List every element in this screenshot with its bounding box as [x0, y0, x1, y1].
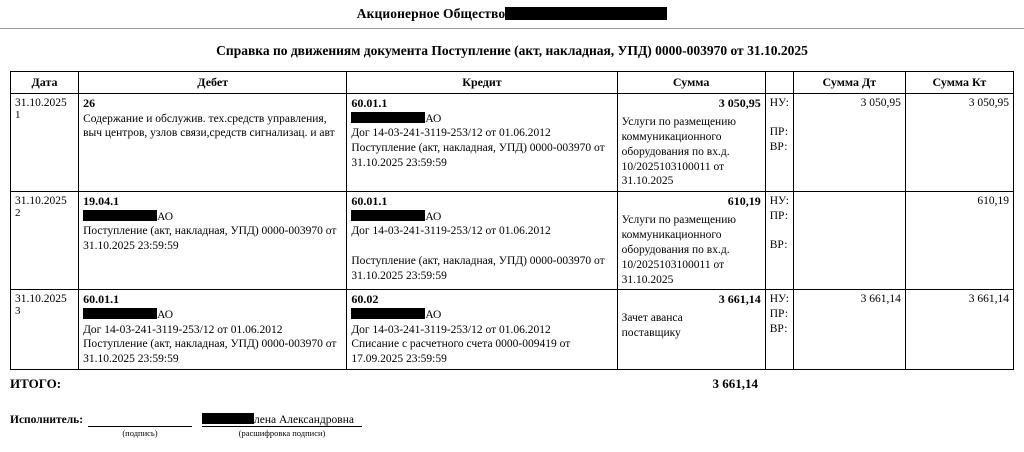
- debit-line: Поступление (акт, накладная, УПД) 0000-003970 от: [83, 225, 337, 238]
- credit-account: [351, 96, 612, 111]
- sum-desc-line: Услуги по размещению: [621, 115, 736, 128]
- sum-desc-line: 10/2025103100011 от: [621, 160, 725, 173]
- cell-date: [11, 192, 79, 290]
- debit-counterparty: [83, 308, 342, 323]
- credit-account-code: 60.01.1: [351, 194, 388, 209]
- column-header-debit: Дебет: [79, 72, 347, 94]
- table-row: [11, 192, 1014, 290]
- total-label: ИТОГО:: [10, 375, 62, 391]
- cell-debit: [79, 192, 347, 290]
- credit-counterparty-suffix: АО: [425, 308, 442, 321]
- cell-sum: [617, 94, 765, 192]
- redacted-counterparty: [83, 210, 157, 221]
- debit-line: Дог 14-03-241-3119-253/12 от 01.06.2012: [83, 323, 283, 336]
- credit-account: [351, 292, 612, 307]
- sum-desc-line: 31.10.2025: [621, 273, 674, 286]
- redacted-counterparty: [351, 210, 425, 221]
- redacted-organization-name: [505, 7, 667, 20]
- signature-caption: (подпись): [122, 427, 158, 438]
- row-date: 31.10.2025: [15, 293, 67, 306]
- cell-sum-dt: [793, 192, 905, 290]
- redacted-executor-name: [202, 413, 254, 424]
- sum-desc-line: оборудования по вх.д.: [621, 243, 730, 256]
- row-number: 1: [15, 109, 21, 122]
- credit-account: [351, 194, 612, 209]
- row-number: 3: [15, 305, 21, 318]
- cell-sum-kt: 3 050,95: [905, 94, 1013, 192]
- column-header-date: Дата: [11, 72, 79, 94]
- credit-line: Дог 14-03-241-3119-253/12 от 01.06.2012: [351, 127, 551, 140]
- cell-sum: [617, 290, 765, 369]
- executor-label: Исполнитель:: [10, 413, 84, 426]
- redacted-counterparty: [351, 112, 425, 123]
- pr-label: ПР:: [769, 126, 789, 139]
- debit-account: 26: [83, 96, 96, 111]
- debit-line: Поступление (акт, накладная, УПД) 0000-003970 от: [83, 338, 337, 351]
- organization-title: Акционерное Общество: [356, 6, 506, 21]
- credit-counterparty: [351, 210, 612, 225]
- name-caption: (расшифровка подписи): [238, 427, 326, 438]
- cell-credit: [347, 290, 617, 369]
- credit-line: Дог 14-03-241-3119-253/12 от 01.06.2012: [351, 323, 551, 336]
- debit-account: 60.01.1: [83, 292, 120, 307]
- sum-desc-line: Зачет аванса: [621, 311, 683, 324]
- row-number: 2: [15, 207, 21, 220]
- nu-spacer: [770, 224, 789, 238]
- organization-header: [0, 0, 1024, 24]
- credit-line: Дог 14-03-241-3119-253/12 от 01.06.2012: [351, 225, 551, 238]
- cell-debit: [79, 290, 347, 369]
- movements-table: [10, 71, 1014, 370]
- credit-line: 31.10.2025 23:59:59: [351, 156, 447, 169]
- header-divider: [0, 28, 1024, 29]
- executor-name: [202, 413, 354, 426]
- vr-label: ВР:: [769, 322, 788, 335]
- nu-label: НУ:: [769, 195, 789, 208]
- sum-description: [622, 213, 761, 288]
- credit-line-blank: [351, 239, 612, 254]
- column-header-nu: [765, 72, 793, 94]
- cell-sum-kt: 610,19: [905, 192, 1013, 290]
- sum-description: [622, 311, 761, 341]
- credit-account-code: 60.01.1: [351, 96, 388, 111]
- credit-counterparty: [351, 112, 612, 127]
- total-row: [10, 376, 1014, 398]
- debit-line: 31.10.2025 23:59:59: [83, 240, 179, 253]
- vr-label: ВР:: [769, 140, 788, 153]
- debit-line: 31.10.2025 23:59:59: [83, 352, 179, 365]
- cell-sum: [617, 192, 765, 290]
- cell-sum-dt: 3 050,95: [793, 94, 905, 192]
- sum-desc-line: Услуги по размещению: [621, 213, 736, 226]
- row-date: 31.10.2025: [15, 195, 67, 208]
- debit-line: Содержание и обслужив. тех.средств управления,: [83, 112, 327, 125]
- sum-desc-line: поставщику: [621, 326, 681, 339]
- debit-account: 19.04.1: [83, 194, 120, 209]
- cell-debit: [79, 94, 347, 192]
- debit-counterparty: [83, 210, 342, 225]
- name-line: [202, 426, 362, 427]
- credit-line: Поступление (акт, накладная, УПД) 0000-003970 от: [351, 142, 605, 155]
- document-title: Справка по движениям документа Поступление (акт, накладная, УПД) 0000-003970 от 31.10.2025: [216, 43, 808, 58]
- credit-counterparty: [351, 308, 612, 323]
- sum-desc-line: 31.10.2025: [621, 175, 674, 188]
- table-header-row: [11, 72, 1014, 94]
- column-header-sum: Сумма: [617, 72, 765, 94]
- redacted-counterparty: [83, 308, 157, 319]
- debit-counterparty-suffix: АО: [157, 308, 174, 321]
- cell-credit: [347, 192, 617, 290]
- cell-sum-dt: 3 661,14: [793, 290, 905, 369]
- nu-label: НУ:: [769, 97, 789, 110]
- signature-block: [10, 412, 1014, 452]
- redacted-counterparty: [351, 308, 425, 319]
- sum-amount: 3 050,95: [718, 96, 761, 111]
- cell-nu-labels: [765, 290, 793, 369]
- table-row: [11, 94, 1014, 192]
- credit-line: 31.10.2025 23:59:59: [351, 269, 447, 282]
- pr-label: ПР:: [769, 308, 789, 321]
- pr-label: ПР:: [769, 210, 789, 223]
- vr-label: ВР:: [769, 238, 788, 251]
- credit-line: Списание с расчетного счета 0000-009419 от: [351, 338, 571, 351]
- total-value: 3 661,14: [712, 375, 758, 391]
- credit-counterparty-suffix: АО: [425, 112, 442, 125]
- column-header-credit: Кредит: [347, 72, 617, 94]
- sum-description: [622, 115, 761, 190]
- cell-date: [11, 94, 79, 192]
- signature-line: [88, 426, 192, 427]
- executor-name-text: лена Александровна: [254, 413, 354, 426]
- credit-line: 17.09.2025 23:59:59: [351, 352, 447, 365]
- sum-amount: 3 661,14: [718, 292, 761, 307]
- credit-line: Поступление (акт, накладная, УПД) 0000-003970 от: [351, 254, 605, 267]
- credit-account-code: 60.02: [351, 292, 379, 307]
- column-header-sum-kt: Сумма Кт: [905, 72, 1013, 94]
- cell-nu-labels: [765, 192, 793, 290]
- cell-date: [11, 290, 79, 369]
- cell-nu-labels: [765, 94, 793, 192]
- sum-desc-line: коммуникационного: [621, 130, 722, 143]
- sum-amount: 610,19: [727, 194, 761, 209]
- sum-desc-line: 10/2025103100011 от: [621, 258, 725, 271]
- credit-counterparty-suffix: АО: [425, 210, 442, 223]
- cell-credit: [347, 94, 617, 192]
- debit-counterparty-suffix: АО: [157, 210, 174, 223]
- nu-label: НУ:: [769, 293, 789, 306]
- debit-line: выч центров, узлов связи,средств сигнализац. и авт: [83, 127, 335, 140]
- column-header-sum-dt: Сумма Дт: [793, 72, 905, 94]
- row-date: 31.10.2025: [15, 97, 67, 110]
- cell-sum-kt: 3 661,14: [905, 290, 1013, 369]
- nu-spacer: [770, 111, 789, 125]
- sum-desc-line: коммуникационного: [621, 228, 722, 241]
- sum-desc-line: оборудования по вх.д.: [621, 145, 730, 158]
- table-row: [11, 290, 1014, 369]
